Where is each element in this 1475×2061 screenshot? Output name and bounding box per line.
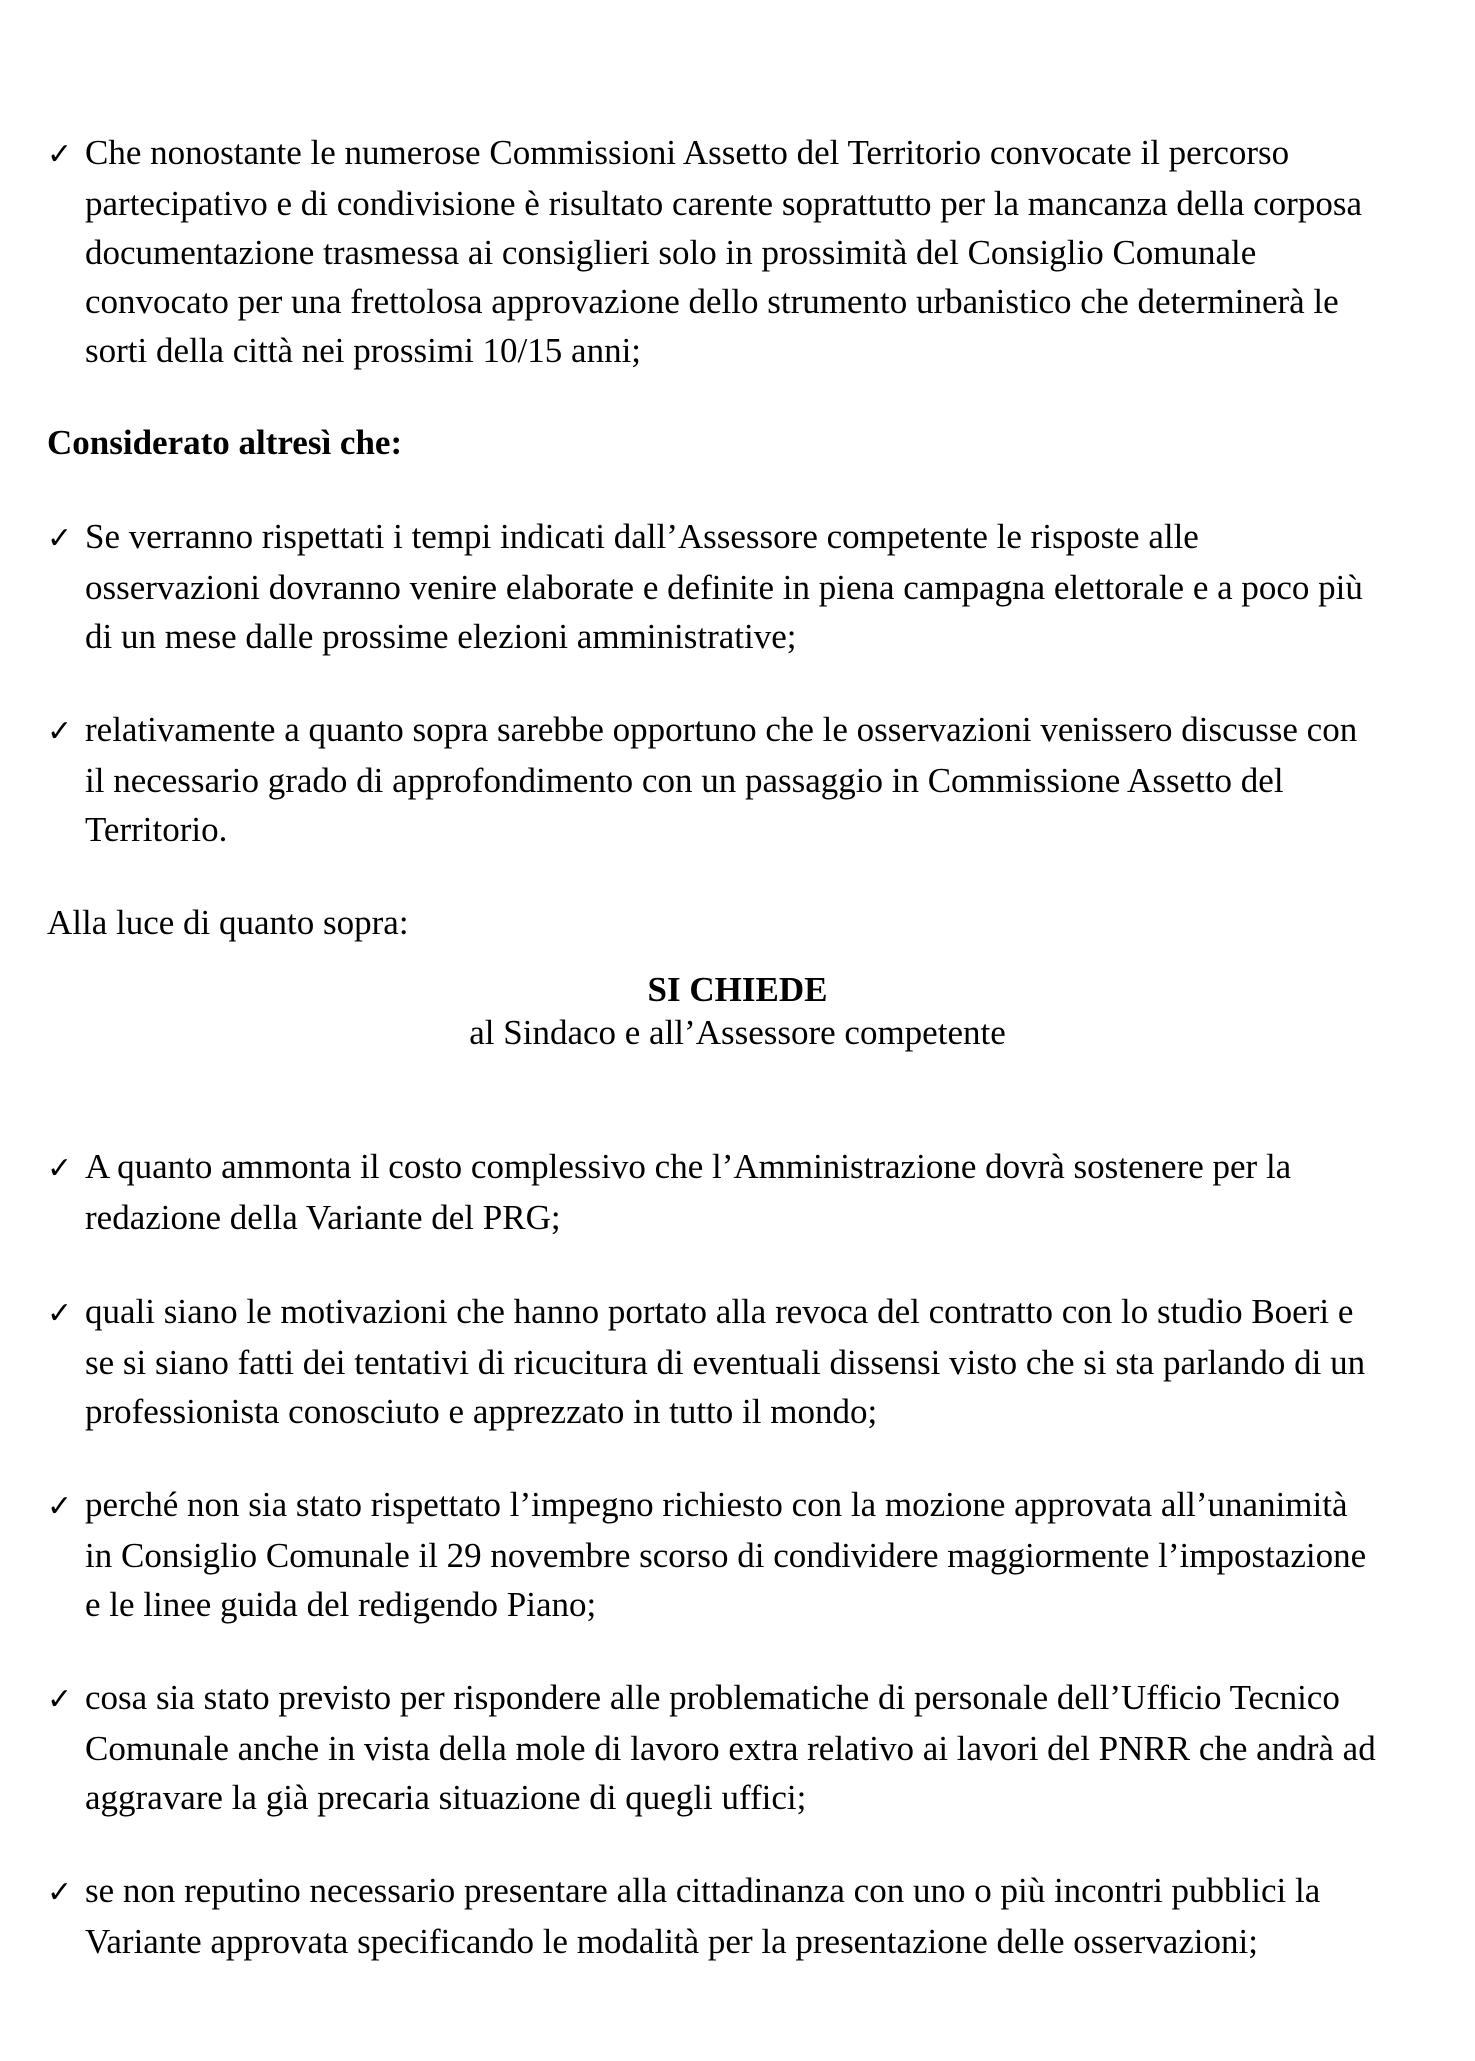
item-text: quali siano le motivazioni che hanno portato alla revoca del contratto con lo studio Boeri e se si siano fatti dei tentativi di ricucitura di eventuali dissensi visto che si sta parlando di un professionista conosciuto e apprezzato in tutto il mondo; bbox=[85, 1292, 1366, 1431]
check-mark-icon: ✓ bbox=[47, 1296, 73, 1331]
request-title: SI CHIEDE bbox=[647, 970, 828, 1009]
list-item bbox=[47, 1287, 1377, 1436]
item-text: relativamente a quanto sopra sarebbe opportuno che le osservazioni venissero discusse con il necessario grado di approfondimento con un passaggio in Commissione Assetto del Territorio. bbox=[85, 710, 1358, 849]
item-text: perché non sia stato rispettato l’impegno richiesto con la mozione approvata all’unanimità in Consiglio Comunale il 29 novembre scorso di condividere maggiormente l’impostazione e le linee guida del redigendo Piano; bbox=[85, 1485, 1367, 1624]
section-heading: Considerato altresì che: bbox=[47, 423, 403, 462]
check-mark-icon: ✓ bbox=[47, 1875, 73, 1910]
item-text: Se verranno rispettati i tempi indicati dall’Assessore competente le risposte alle osservazioni dovranno venire elaborate e definite in piena campagna elettorale e a poco più di un mese dalle prossime elezioni amministrative; bbox=[85, 517, 1363, 656]
check-mark-icon: ✓ bbox=[47, 137, 73, 172]
item-text: se non reputino necessario presentare alla cittadinanza con uno o più incontri pubblici la Variante approvata specificando le modalità per la presentazione delle osservazioni; bbox=[85, 1871, 1321, 1961]
list-item bbox=[47, 1480, 1377, 1629]
check-mark-icon: ✓ bbox=[47, 1682, 73, 1717]
item-text: cosa sia stato previsto per rispondere alle problematiche di personale dell’Ufficio Tecnico Comunale anche in vista della mole di lavoro extra relativo ai lavori del PNRR che andrà ad aggravare la già precaria situazione di quegli uffici; bbox=[85, 1678, 1376, 1817]
list-item bbox=[47, 128, 1377, 375]
list-item bbox=[47, 1142, 1377, 1242]
intro-paragraph: Alla luce di quanto sopra: bbox=[47, 903, 409, 942]
list-item bbox=[47, 1866, 1377, 1966]
item-text: A quanto ammonta il costo complessivo che l’Amministrazione dovrà sostenere per la redazione della Variante del PRG; bbox=[85, 1147, 1292, 1237]
list-item bbox=[47, 1673, 1377, 1822]
check-mark-icon: ✓ bbox=[47, 1489, 73, 1524]
check-mark-icon: ✓ bbox=[47, 714, 73, 749]
addressee-line: al Sindaco e all’Assessore competente bbox=[469, 1013, 1006, 1052]
list-item bbox=[47, 512, 1377, 661]
item-text: Che nonostante le numerose Commissioni Assetto del Territorio convocate il percorso partecipativo e di condivisione è risultato carente soprattutto per la mancanza della corposa documentazione trasmessa ai consiglieri solo in prossimità del Consiglio Comunale convocato per una frettolosa approvazione dello strumento urbanistico che determinerà le sorti della città nei prossimi 10/15 anni; bbox=[85, 133, 1362, 370]
list-item bbox=[47, 705, 1377, 854]
check-mark-icon: ✓ bbox=[47, 1151, 73, 1186]
check-mark-icon: ✓ bbox=[47, 521, 73, 556]
